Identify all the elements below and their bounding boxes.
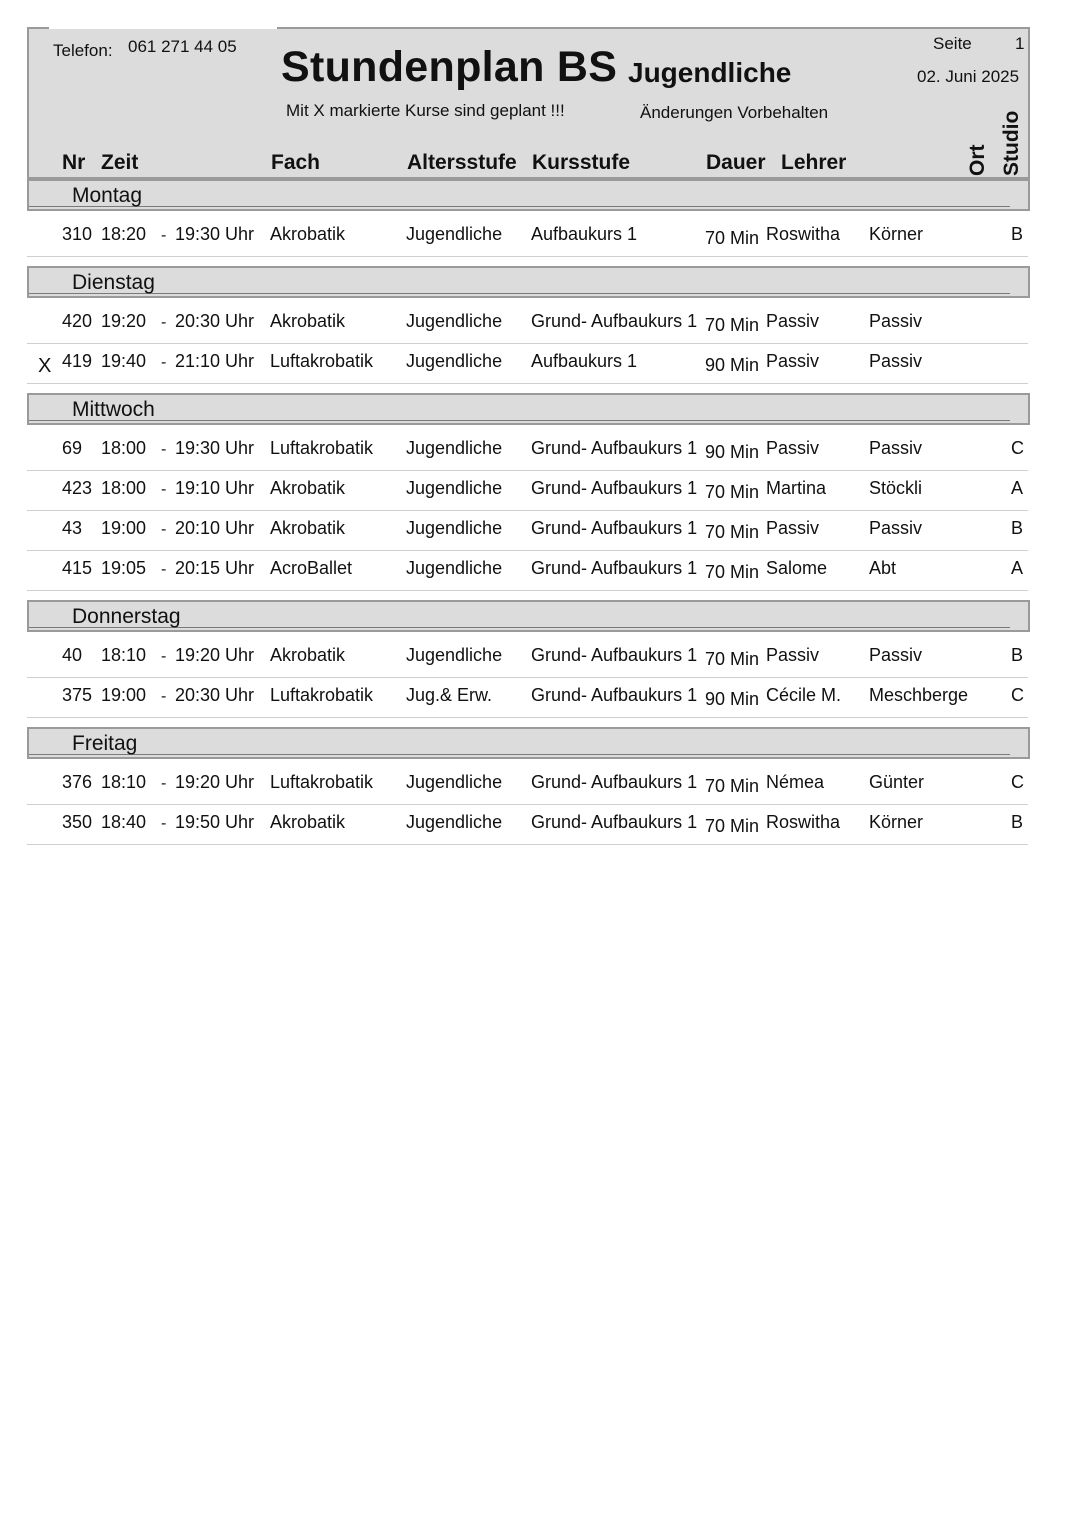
course-end-time: 21:10 Uhr bbox=[175, 351, 255, 371]
day-header-underline bbox=[29, 206, 1010, 207]
day-name: Donnerstag bbox=[72, 605, 181, 628]
row-divider bbox=[27, 844, 1028, 845]
table-row bbox=[27, 511, 1028, 551]
course-level: Grund- Aufbaukurs 1 bbox=[531, 518, 698, 538]
column-header-duration: Dauer bbox=[706, 151, 766, 174]
course-subject: Luftakrobatik bbox=[270, 772, 374, 792]
course-age-group: Jugendliche bbox=[406, 438, 503, 458]
course-level: Grund- Aufbaukurs 1 bbox=[531, 478, 698, 498]
course-age-group: Jugendliche bbox=[406, 478, 503, 498]
course-studio: B bbox=[1011, 812, 1024, 832]
course-duration: 70 Min bbox=[705, 816, 760, 836]
table-row bbox=[27, 471, 1028, 511]
course-duration: 70 Min bbox=[705, 228, 760, 248]
course-number: 350 bbox=[62, 812, 93, 832]
course-duration: 70 Min bbox=[705, 649, 760, 669]
course-duration: 70 Min bbox=[705, 522, 760, 542]
course-age-group: Jugendliche bbox=[406, 645, 503, 665]
day-name: Freitag bbox=[72, 732, 138, 755]
teacher-first-name: Cécile M. bbox=[766, 685, 842, 705]
teacher-last-name: Passiv bbox=[869, 645, 923, 665]
page-subtitle: Jugendliche bbox=[628, 57, 792, 88]
changes-note: Änderungen Vorbehalten bbox=[640, 103, 829, 122]
course-subject: AcroBallet bbox=[270, 558, 353, 578]
teacher-last-name: Körner bbox=[869, 224, 924, 244]
header-top-gap bbox=[49, 27, 277, 29]
course-number: 415 bbox=[62, 558, 93, 578]
teacher-first-name: Passiv bbox=[766, 438, 820, 458]
table-row bbox=[27, 217, 1028, 257]
course-number: 376 bbox=[62, 772, 93, 792]
teacher-last-name: Abt bbox=[869, 558, 897, 578]
course-level: Grund- Aufbaukurs 1 bbox=[531, 685, 698, 705]
course-start-time: 19:00 bbox=[101, 518, 147, 538]
course-start-time: 18:40 bbox=[101, 812, 147, 832]
course-duration: 70 Min bbox=[705, 482, 760, 502]
row-divider bbox=[27, 590, 1028, 591]
teacher-last-name: Körner bbox=[869, 812, 924, 832]
column-header-time: Zeit bbox=[101, 151, 139, 174]
schedule-header bbox=[27, 27, 1030, 179]
course-level: Aufbaukurs 1 bbox=[531, 351, 638, 371]
course-studio: B bbox=[1011, 645, 1024, 665]
course-subject: Akrobatik bbox=[270, 645, 346, 665]
course-duration: 90 Min bbox=[705, 689, 760, 709]
course-start-time: 19:00 bbox=[101, 685, 147, 705]
course-number: 375 bbox=[62, 685, 93, 705]
column-header-level: Kursstufe bbox=[532, 151, 631, 174]
course-studio: B bbox=[1011, 518, 1024, 538]
course-age-group: Jugendliche bbox=[406, 558, 503, 578]
course-age-group: Jugendliche bbox=[406, 224, 503, 244]
course-end-time: 20:10 Uhr bbox=[175, 518, 255, 538]
course-number: 310 bbox=[62, 224, 93, 244]
table-row bbox=[27, 805, 1028, 845]
course-start-time: 18:10 bbox=[101, 772, 147, 792]
teacher-first-name: Passiv bbox=[766, 311, 820, 331]
day-header-underline bbox=[29, 293, 1010, 294]
course-end-time: 19:30 Uhr bbox=[175, 438, 255, 458]
course-start-time: 19:20 bbox=[101, 311, 147, 331]
day-header bbox=[27, 179, 1030, 211]
course-level: Grund- Aufbaukurs 1 bbox=[531, 311, 698, 331]
day-header bbox=[27, 600, 1030, 632]
schedule-date: 02. Juni 2025 bbox=[917, 67, 1020, 86]
row-divider bbox=[27, 383, 1028, 384]
course-studio: A bbox=[1011, 478, 1024, 498]
course-number: 420 bbox=[62, 311, 93, 331]
course-time-dash: - bbox=[161, 561, 167, 578]
teacher-last-name: Günter bbox=[869, 772, 925, 792]
course-age-group: Jugendliche bbox=[406, 311, 503, 331]
course-end-time: 20:15 Uhr bbox=[175, 558, 255, 578]
day-name: Dienstag bbox=[72, 271, 155, 294]
course-age-group: Jugendliche bbox=[406, 518, 503, 538]
table-row bbox=[27, 304, 1028, 344]
course-age-group: Jugendliche bbox=[406, 351, 503, 371]
course-start-time: 18:10 bbox=[101, 645, 147, 665]
course-duration: 70 Min bbox=[705, 562, 760, 582]
teacher-first-name: Passiv bbox=[766, 518, 820, 538]
course-start-time: 18:00 bbox=[101, 478, 147, 498]
course-subject: Akrobatik bbox=[270, 812, 346, 832]
teacher-last-name: Meschberge bbox=[869, 685, 969, 705]
course-level: Grund- Aufbaukurs 1 bbox=[531, 438, 698, 458]
teacher-last-name: Passiv bbox=[869, 438, 923, 458]
row-divider bbox=[27, 717, 1028, 718]
teacher-first-name: Martina bbox=[766, 478, 827, 498]
course-end-time: 19:20 Uhr bbox=[175, 772, 255, 792]
table-row bbox=[27, 678, 1028, 718]
course-duration: 90 Min bbox=[705, 355, 760, 375]
course-subject: Akrobatik bbox=[270, 518, 346, 538]
column-header-teacher: Lehrer bbox=[781, 151, 847, 174]
table-row bbox=[27, 551, 1028, 591]
day-name: Montag bbox=[72, 184, 143, 207]
row-divider bbox=[27, 256, 1028, 257]
course-end-time: 19:20 Uhr bbox=[175, 645, 255, 665]
course-age-group: Jugendliche bbox=[406, 812, 503, 832]
course-number: 419 bbox=[62, 351, 93, 371]
course-duration: 70 Min bbox=[705, 315, 760, 335]
teacher-last-name: Passiv bbox=[869, 351, 923, 371]
course-number: 69 bbox=[62, 438, 83, 458]
day-header bbox=[27, 727, 1030, 759]
teacher-first-name: Roswitha bbox=[766, 224, 841, 244]
course-time-dash: - bbox=[161, 314, 167, 331]
teacher-first-name: Salome bbox=[766, 558, 828, 578]
day-header bbox=[27, 266, 1030, 298]
teacher-first-name: Passiv bbox=[766, 351, 820, 371]
table-row bbox=[27, 765, 1028, 805]
table-row bbox=[27, 638, 1028, 678]
course-time-dash: - bbox=[161, 441, 167, 458]
course-time-dash: - bbox=[161, 227, 167, 244]
course-time-dash: - bbox=[161, 354, 167, 371]
course-time-dash: - bbox=[161, 815, 167, 832]
course-level: Grund- Aufbaukurs 1 bbox=[531, 772, 698, 792]
teacher-first-name: Roswitha bbox=[766, 812, 841, 832]
page-title: Stundenplan BS bbox=[281, 43, 618, 91]
teacher-first-name: Passiv bbox=[766, 645, 820, 665]
course-time-dash: - bbox=[161, 521, 167, 538]
course-level: Grund- Aufbaukurs 1 bbox=[531, 812, 698, 832]
teacher-last-name: Passiv bbox=[869, 518, 923, 538]
course-time-dash: - bbox=[161, 688, 167, 705]
course-number: 40 bbox=[62, 645, 83, 665]
course-number: 43 bbox=[62, 518, 83, 538]
course-subject: Luftakrobatik bbox=[270, 685, 374, 705]
course-level: Grund- Aufbaukurs 1 bbox=[531, 645, 698, 665]
course-subject: Akrobatik bbox=[270, 311, 346, 331]
course-start-time: 18:00 bbox=[101, 438, 147, 458]
page-label: Seite bbox=[933, 34, 972, 53]
course-time-dash: - bbox=[161, 481, 167, 498]
course-subject: Luftakrobatik bbox=[270, 438, 374, 458]
planned-note: Mit X markierte Kurse sind geplant !!! bbox=[286, 101, 565, 120]
day-header-underline bbox=[29, 754, 1010, 755]
column-header-age: Altersstufe bbox=[407, 151, 517, 174]
day-header-underline bbox=[29, 420, 1010, 421]
table-row bbox=[27, 344, 1028, 384]
column-header-nr: Nr bbox=[62, 151, 86, 174]
course-end-time: 19:30 Uhr bbox=[175, 224, 255, 244]
course-studio: C bbox=[1011, 438, 1024, 458]
teacher-last-name: Stöckli bbox=[869, 478, 923, 498]
teacher-last-name: Passiv bbox=[869, 311, 923, 331]
day-name: Mittwoch bbox=[72, 398, 155, 421]
course-subject: Luftakrobatik bbox=[270, 351, 374, 371]
course-studio: A bbox=[1011, 558, 1024, 578]
course-start-time: 19:05 bbox=[101, 558, 147, 578]
course-start-time: 18:20 bbox=[101, 224, 147, 244]
course-planned-mark: X bbox=[38, 355, 52, 377]
column-header-location: Ort bbox=[966, 144, 989, 176]
column-header-studio: Studio bbox=[1000, 110, 1023, 176]
page-number: 1 bbox=[1015, 34, 1025, 53]
course-end-time: 19:10 Uhr bbox=[175, 478, 255, 498]
teacher-first-name: Némea bbox=[766, 772, 825, 792]
day-header bbox=[27, 393, 1030, 425]
course-age-group: Jugendliche bbox=[406, 772, 503, 792]
course-subject: Akrobatik bbox=[270, 478, 346, 498]
course-duration: 90 Min bbox=[705, 442, 760, 462]
course-end-time: 20:30 Uhr bbox=[175, 685, 255, 705]
course-time-dash: - bbox=[161, 775, 167, 792]
course-start-time: 19:40 bbox=[101, 351, 147, 371]
course-subject: Akrobatik bbox=[270, 224, 346, 244]
course-number: 423 bbox=[62, 478, 93, 498]
course-end-time: 20:30 Uhr bbox=[175, 311, 255, 331]
course-time-dash: - bbox=[161, 648, 167, 665]
phone-number: 061 271 44 05 bbox=[128, 37, 237, 56]
course-duration: 70 Min bbox=[705, 776, 760, 796]
course-level: Aufbaukurs 1 bbox=[531, 224, 638, 244]
course-studio: B bbox=[1011, 224, 1024, 244]
course-age-group: Jug.& Erw. bbox=[406, 685, 493, 705]
table-row bbox=[27, 431, 1028, 471]
column-header-subject: Fach bbox=[271, 151, 321, 174]
course-studio: C bbox=[1011, 685, 1024, 705]
course-end-time: 19:50 Uhr bbox=[175, 812, 255, 832]
course-level: Grund- Aufbaukurs 1 bbox=[531, 558, 698, 578]
phone-label: Telefon: bbox=[53, 41, 113, 60]
course-studio: C bbox=[1011, 772, 1024, 792]
